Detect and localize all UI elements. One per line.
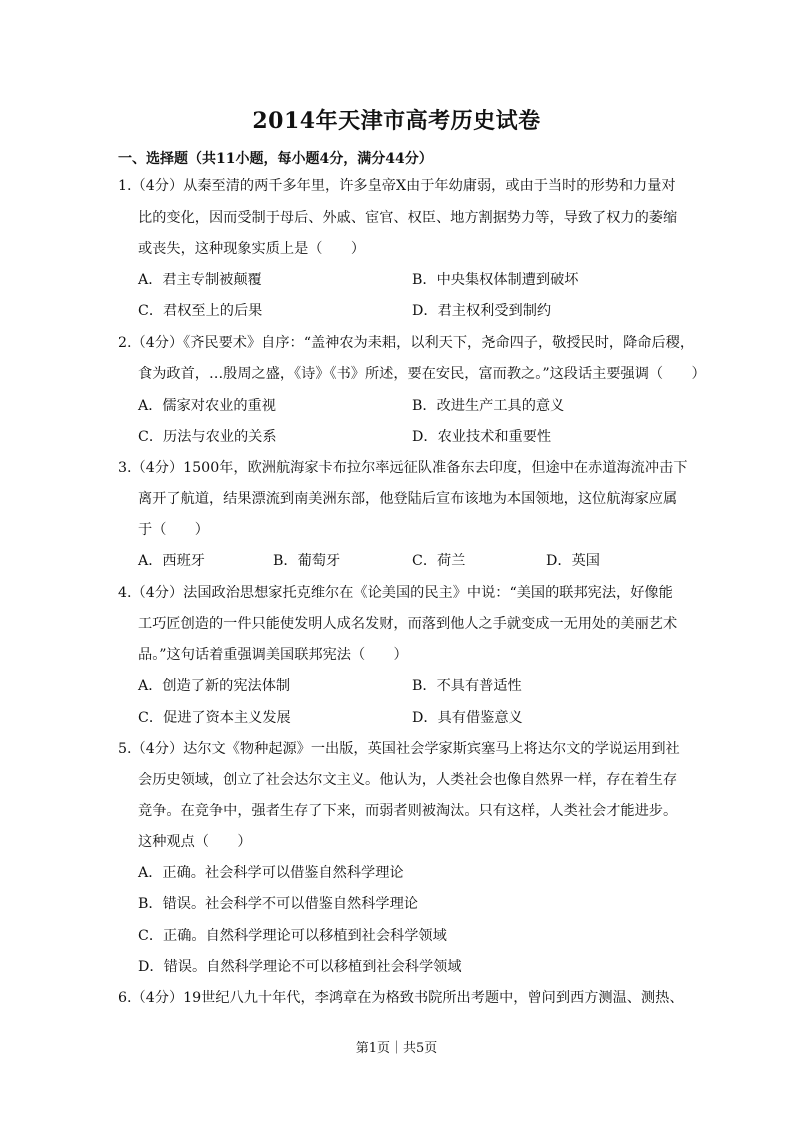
question-2-line-2: 食为政首，…殷周之盛，《诗》《书》所述，要在安民，富而教之。”这段话主要强调（ ） — [138, 366, 706, 382]
question-3-option-c[interactable]: C．荷兰 — [412, 553, 466, 569]
question-3-option-d[interactable]: D．英国 — [546, 553, 600, 569]
question-1-line-2: 比的变化，因而受制于母后、外戚、宦官、权臣、地方割据势力等，导致了权力的萎缩 — [138, 210, 678, 226]
question-1-option-b[interactable]: B．中央集权体制遭到破坏 — [412, 272, 579, 288]
question-3-line-2: 离开了航道，结果漂流到南美洲东部，他登陆后宣布该地为本国领地，这位航海家应属 — [138, 491, 678, 507]
exam-title: 2014年天津市高考历史试卷 — [252, 108, 541, 134]
question-4-option-c[interactable]: C．促进了资本主义发展 — [138, 710, 291, 726]
question-2-option-d[interactable]: D．农业技术和重要性 — [412, 429, 552, 445]
question-1-line-1: 1.（4分）从秦至清的两千多年里，许多皇帝X由于年幼庸弱，或由于当时的形势和力量对 — [118, 178, 676, 194]
question-4-line-3: 品。”这句话着重强调美国联邦宪法（ ） — [138, 647, 408, 663]
section-heading: 一、选择题（共11小题，每小题4分，满分44分） — [118, 151, 433, 167]
question-2-option-a[interactable]: A．儒家对农业的重视 — [138, 398, 276, 414]
question-1-option-c[interactable]: C．君权至上的后果 — [138, 303, 263, 319]
question-4-line-1: 4.（4分）法国政治思想家托克维尔在《论美国的民主》中说：“美国的联邦宪法，好像能 — [118, 585, 673, 601]
question-3-line-3: 于（ ） — [138, 522, 209, 538]
question-4-line-2: 工巧匠创造的一件只能使发明人成名发财，而落到他人之手就变成一无用处的美丽艺术 — [138, 616, 678, 632]
question-5-line-3: 竞争。在竞争中，强者生存了下来，而弱者则被淘汰。只有这样，人类社会才能进步。 — [138, 803, 678, 819]
question-5-option-a[interactable]: A．正确。社会科学可以借鉴自然科学理论 — [138, 865, 404, 881]
question-5-line-4: 这种观点（ ） — [138, 834, 252, 850]
question-2-option-c[interactable]: C．历法与农业的关系 — [138, 429, 277, 445]
page-footer: 第1页｜共5页 — [355, 1041, 438, 1056]
question-5-option-d[interactable]: D．错误。自然科学理论不可以移植到社会科学领域 — [138, 959, 462, 975]
question-6-line-1: 6.（4分）19世纪八九十年代，李鸿章在为格致书院所出考题中，曾问到西方测温、测热、 — [118, 990, 684, 1006]
question-5-option-b[interactable]: B．错误。社会科学不可以借鉴自然科学理论 — [138, 896, 418, 912]
question-1-line-3: 或丧失，这种现象实质上是（ ） — [138, 241, 366, 257]
question-3-option-b[interactable]: B．葡萄牙 — [273, 553, 341, 569]
question-1-option-d[interactable]: D．君主权利受到制约 — [412, 303, 552, 319]
question-3-line-1: 3.（4分）1500年，欧洲航海家卡布拉尔率远征队准备东去印度，但途中在赤道海流冲击下 — [118, 460, 688, 476]
question-5-option-c[interactable]: C．正确。自然科学理论可以移植到社会科学领域 — [138, 928, 447, 944]
question-5-line-2: 会历史领域，创立了社会达尔文主义。他认为，人类社会也像自然界一样，存在着生存 — [138, 772, 678, 788]
question-1-option-a[interactable]: A．君主专制被颠覆 — [138, 272, 262, 288]
question-4-option-b[interactable]: B．不具有普适性 — [412, 678, 522, 694]
question-3-option-a[interactable]: A．西班牙 — [138, 553, 205, 569]
question-4-option-a[interactable]: A．创造了新的宪法体制 — [138, 678, 291, 694]
question-4-option-d[interactable]: D．具有借鉴意义 — [412, 710, 523, 726]
question-5-line-1: 5.（4分）达尔文《物种起源》一出版，英国社会学家斯宾塞马上将达尔文的学说运用到社 — [118, 741, 680, 757]
question-2-line-1: 2.（4分）《齐民要术》自序：“盖神农为耒耜，以利天下，尧命四子，敬授民时，降命后稷， — [118, 335, 695, 351]
question-2-option-b[interactable]: B．改进生产工具的意义 — [412, 398, 565, 414]
